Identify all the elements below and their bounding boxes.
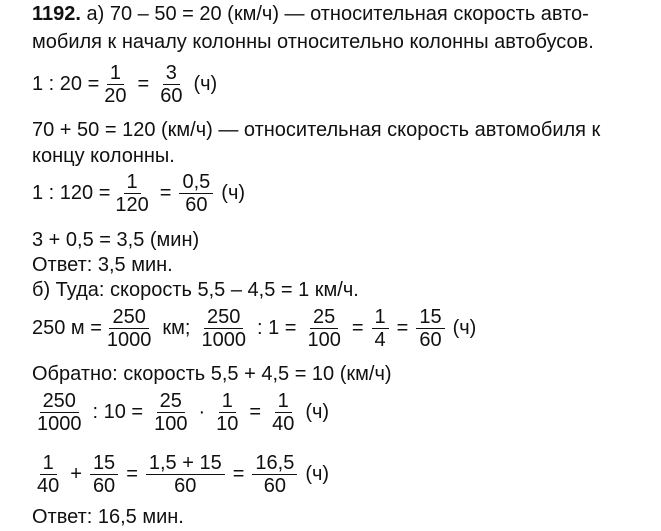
fraction: [179, 171, 213, 216]
denominator: 1000: [37, 413, 82, 435]
unit: (ч): [193, 73, 218, 95]
part-b-answer: Ответ: 16,5 мин.: [32, 506, 184, 528]
fraction: [34, 452, 62, 497]
equation-3: [32, 306, 482, 351]
unit: (ч): [452, 317, 477, 339]
unit: (ч): [221, 182, 246, 204]
fraction: [372, 306, 389, 351]
operator-text: : 1 =: [256, 317, 297, 339]
denominator: 4: [374, 329, 386, 351]
denominator: 40: [37, 475, 60, 497]
denominator: 1000: [201, 329, 246, 351]
numerator: 15: [90, 452, 118, 475]
denominator: 60: [160, 85, 183, 107]
fraction: [90, 452, 118, 497]
part-b-line-2: Обратно: скорость 5,5 + 4,5 = 10 (км/ч): [32, 363, 392, 385]
part-a-line-2: мобиля к началу колонны относительно колонны автобусов.: [32, 31, 594, 53]
numerator: 1: [372, 306, 389, 329]
fraction: [34, 390, 85, 435]
numerator: 25: [157, 390, 185, 413]
denominator: 100: [307, 329, 341, 351]
operator-text: : 10 =: [92, 401, 144, 423]
numerator: 1: [219, 390, 236, 413]
equals-sign: =: [126, 463, 138, 485]
numerator: 1: [275, 390, 292, 413]
fraction: [198, 306, 249, 351]
denominator: 60: [419, 329, 442, 351]
equals-sign: =: [351, 317, 364, 339]
numerator: 0,5: [179, 171, 213, 194]
part-a-line-1: [32, 2, 589, 26]
equals-sign: =: [249, 401, 262, 423]
fraction: [101, 62, 129, 107]
eq2-lhs: 1 : 120 =: [32, 182, 111, 204]
problem-number: 1192.: [32, 3, 81, 25]
numerator: 15: [416, 306, 444, 329]
fraction: [146, 452, 225, 497]
fraction: [157, 62, 185, 107]
denominator: 1000: [106, 329, 152, 351]
denominator: 60: [92, 475, 116, 497]
part-b-line-1: б) Туда: скорость 5,5 – 4,5 = 1 км/ч.: [32, 279, 359, 301]
denominator: 20: [104, 85, 127, 107]
part-a-line-3: 70 + 50 = 120 (км/ч) — относительная скорость автомобиля к: [32, 119, 601, 141]
denominator: 40: [272, 413, 295, 435]
numerator: 250: [40, 390, 79, 413]
numerator: 1,5 + 15: [146, 452, 225, 475]
fraction: [252, 452, 297, 497]
fraction: [151, 390, 190, 435]
numerator: 1: [40, 452, 57, 475]
equals-sign: =: [159, 182, 172, 204]
equals-sign: =: [137, 73, 150, 95]
denominator: 10: [216, 413, 239, 435]
fraction: [269, 390, 297, 435]
multiply-dot: ·: [198, 401, 206, 423]
eq1-lhs: 1 : 20 =: [32, 73, 100, 95]
numerator: 1: [107, 62, 124, 85]
unit: (ч): [305, 463, 330, 485]
part-a-answer: Ответ: 3,5 мин.: [32, 254, 173, 276]
denominator: 100: [154, 413, 188, 435]
fraction: [104, 306, 155, 351]
part-a-line-5: 3 + 0,5 = 3,5 (мин): [32, 229, 200, 251]
denominator: 60: [174, 475, 197, 497]
equals-sign: =: [396, 317, 409, 339]
numerator: 250: [109, 306, 148, 329]
denominator: 120: [115, 194, 149, 216]
fraction: [304, 306, 343, 351]
unit-text: км;: [162, 317, 191, 339]
numerator: 16,5: [252, 452, 297, 475]
equals-sign: =: [232, 463, 245, 485]
denominator: 60: [263, 475, 286, 497]
numerator: 25: [310, 306, 338, 329]
plus-sign: +: [70, 463, 82, 485]
eq3-lhs: 250 м =: [32, 317, 102, 339]
equation-1: [32, 62, 223, 107]
part-a-text-1: а) 70 – 50 = 20 (км/ч) — относительная скорость авто-: [86, 3, 589, 25]
fraction: [213, 390, 241, 435]
equation-2: [32, 171, 251, 216]
equation-4: [32, 390, 335, 435]
numerator: 3: [163, 62, 180, 85]
equation-5: [32, 452, 335, 497]
part-a-line-4: концу колонны.: [32, 145, 175, 167]
numerator: 1: [124, 171, 141, 194]
denominator: 60: [185, 194, 208, 216]
numerator: 250: [204, 306, 243, 329]
fraction: [416, 306, 444, 351]
fraction: [112, 171, 151, 216]
unit: (ч): [305, 401, 330, 423]
